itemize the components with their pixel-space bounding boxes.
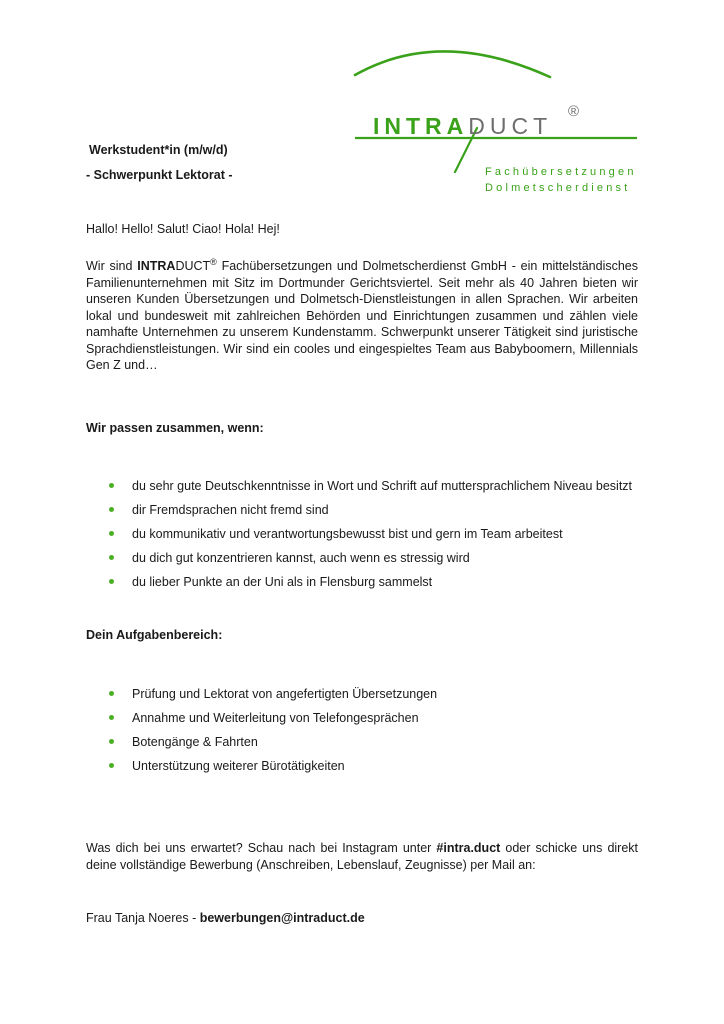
list-item: Prüfung und Lektorat von angefertigten Übersetzungen	[86, 686, 646, 710]
closing-paragraph	[86, 840, 638, 873]
bullet-icon	[109, 715, 114, 720]
bullet-icon	[109, 555, 114, 560]
closing-post: oder schicke uns direkt deine vollständige Bewerbung (Anschreiben, Lebenslauf, Zeugnisse) per Mail an:	[86, 841, 639, 872]
list-item: du sehr gute Deutschkenntnisse in Wort und Schrift auf muttersprachlichem Niveau besitzt	[86, 478, 646, 502]
job-title: Werkstudent*in (m/w/d)	[89, 143, 228, 157]
bullet-icon	[109, 531, 114, 536]
logo-word-bold: INTRA	[373, 113, 469, 139]
tasks-list	[86, 686, 646, 782]
intro-pre: Wir sind	[86, 259, 138, 274]
logo-line-2: Dolmetscherdienst	[485, 182, 631, 194]
contact-name: Frau Tanja Noeres -	[86, 911, 200, 925]
list-item: du lieber Punkte an der Uni als in Flensburg sammelst	[86, 574, 646, 598]
intro-brand-light: DUCT	[175, 259, 211, 274]
intro-brand-bold: INTRA	[137, 259, 176, 274]
logo-registered: ®	[568, 103, 580, 120]
tasks-heading: Dein Aufgabenbereich:	[86, 628, 223, 642]
logo-word-light: DUCT	[468, 113, 553, 139]
intro-registered: ®	[210, 257, 217, 267]
bullet-icon	[109, 691, 114, 696]
list-item: Unterstützung weiterer Bürotätigkeiten	[86, 758, 646, 782]
bullet-icon	[109, 579, 114, 584]
match-list	[86, 478, 646, 598]
bullet-icon	[109, 763, 114, 768]
greeting: Hallo! Hello! Salut! Ciao! Hola! Hej!	[86, 222, 280, 236]
list-item: du kommunikativ und verantwortungsbewusst bist und gern im Team arbeitest	[86, 526, 646, 550]
intro-text: Fachübersetzungen und Dolmetscherdienst GmbH - ein mittelständisches Familienunternehmen mit Sitz im Dortmunder Gerichtsviertel. Seit mehr als 40 Jahren bieten wir unseren Kunden Übersetzungen und Dolmetsch-Dienstleistungen in allen Sprachen. Wir arbeiten lokal und bundesweit mit zahlreichen Behörden und Einrichtungen zusammen und zählen viele namhafte Unternehmen zu unserem Kundenstamm. Schwerpunkt unserer Tätigkeit sind juristische Sprachdienstleistungen. Wir sind ein cooles und eingespieltes Team aus Babyboomern, Millennials Gen Z und…	[86, 259, 638, 373]
contact-email: bewerbungen@intraduct.de	[199, 911, 365, 925]
list-item: Botengänge & Fahrten	[86, 734, 646, 758]
company-logo	[350, 45, 650, 205]
intro-paragraph	[86, 254, 638, 374]
logo-line-1: Fachübersetzungen	[485, 166, 637, 178]
contact-line	[86, 910, 365, 927]
bullet-icon	[109, 483, 114, 488]
job-subtitle: - Schwerpunkt Lektorat -	[86, 168, 233, 182]
logo-wordmark	[373, 113, 552, 140]
bullet-icon	[109, 739, 114, 744]
list-item: dir Fremdsprachen nicht fremd sind	[86, 502, 646, 526]
bullet-icon	[109, 507, 114, 512]
list-item: du dich gut konzentrieren kannst, auch wenn es stressig wird	[86, 550, 646, 574]
closing-pre: Was dich bei uns erwartet? Schau nach bei Instagram unter	[86, 841, 437, 855]
instagram-hashtag: #intra.duct	[436, 841, 501, 855]
match-heading: Wir passen zusammen, wenn:	[86, 421, 264, 435]
list-item: Annahme und Weiterleitung von Telefongesprächen	[86, 710, 646, 734]
